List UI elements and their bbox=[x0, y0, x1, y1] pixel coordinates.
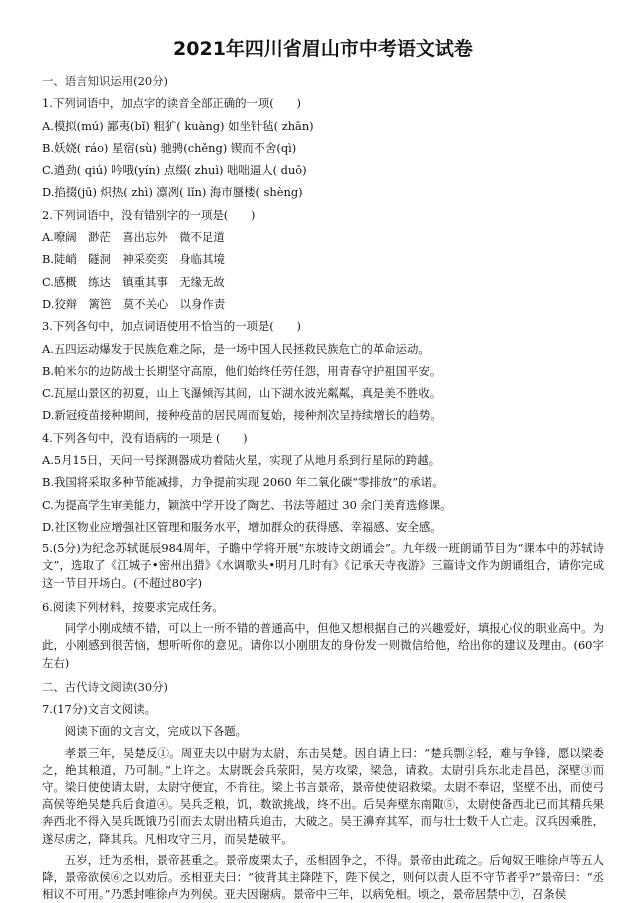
section-heading-1: 一、语言知识运用(20分) bbox=[42, 74, 168, 88]
question-2-stem: 2.下列词语中，没有错别字的一项是( ) bbox=[42, 207, 256, 222]
question-2-option-c: C.感概 练达 镇重其事 无缘无故 bbox=[42, 274, 225, 289]
question-4-stem: 4.下列各句中，没有语病的一项是 ( ) bbox=[42, 430, 248, 445]
question-3-option-c: C.瓦屋山景区的初夏，山上飞瀑倾泻其间，山下湖水波光粼粼，真是美不胜收。 bbox=[42, 386, 442, 401]
question-6-stem: 6.阅读下列材料，按要求完成任务。 bbox=[42, 599, 224, 614]
question-1-option-c: C.遒劲( qiú) 吟哦(yín) 点缀( zhuì) 咄咄逼人( duō) bbox=[42, 163, 307, 178]
question-4-option-a: A.5月15日，天问一号探测器成功着陆火星，实现了从地月系到行星际的跨越。 bbox=[42, 453, 441, 468]
question-3-option-a: A.五四运动爆发于民族危难之际，是一场中国人民拯救民族危亡的革命运动。 bbox=[42, 341, 430, 356]
question-2-option-a: A.嘹阔 渺茫 喜出忘外 微不足道 bbox=[42, 230, 225, 245]
passage-paragraph-2: 五岁，迁为丞相，景帝甚重之。景帝废栗太子，丞相固争之，不得。景帝由此疏之。后匈奴王唯徐卢等五人降，景帝欲侯⑥之以劝后。丞相亚夫曰：“彼背其主降陛下，陛下侯之，则何以责人臣不守节者乎?”景帝曰：“丞相议不可用。”乃悉封唯徐卢为列侯。亚夫因谢病。景帝中三年，以病免相。顷之，景帝居禁中⑦，召条侯 bbox=[42, 852, 604, 902]
question-7-intro: 阅读下面的文言文，完成以下各题。 bbox=[64, 724, 248, 739]
question-4-option-d: D.社区物业应增强社区管理和服务水平，增加群众的获得感、幸福感、安全感。 bbox=[42, 519, 442, 534]
passage-paragraph-1: 孝景三年，吴楚反①。周亚夫以中尉为太尉，东击吴楚。因自请上曰：“楚兵剽②轻，难与争锋，愿以梁委之，绝其粮道，乃可制。”上许之。太尉既会兵荥阳，吴方攻梁，梁急，请救。太尉引兵东北走昌邑，深壁③而守。梁日使使请太尉，太尉守便宜，不肯往。梁上书言景帝，景帝使使诏救梁。太尉不奉诏，坚壁不出，而使弓高侯等绝吴楚兵后食道④。吴兵乏粮，饥，数欲挑战，终不出。后吴奔壁东南陬⑤，太尉使备西北已而其精兵果奔西北不得入吴兵既饿乃引而去太尉出精兵追击，大破之。吴王濞弃其军，而与壮士数千人亡走。汉兵因乘胜，遂尽虏之，降其兵。凡相攻守三月，而吴楚破平。 bbox=[42, 745, 604, 846]
question-7-stem: 7.(17分)文言文阅读。 bbox=[42, 702, 156, 717]
question-1-option-a: A.模拟(mú) 鄙夷(bǐ) 粗犷( kuàng) 如坐针毡( zhān) bbox=[42, 118, 314, 133]
question-1-option-d: D.掐掇(jū) 炽热( zhì) 凛冽( lǐn) 海市蜃楼( shèng) bbox=[42, 185, 303, 200]
question-5: 5.(5分)为纪念苏轼诞辰984周年，子瞻中学将开展“东坡诗文朗诵会”。九年级一班朗诵节目为“课本中的苏轼诗文”，选取了《江城子•密州出猎》《水调歌头•明月几时有》《记承天寺夜游》三篇诗文作为朗诵组合，请你完成这一节目开场白。(不超过80字) bbox=[42, 541, 604, 590]
question-1-option-b: B.妖娆( ráo) 星宿(sù) 驰骋(chěng) 锲而不舍(qì) bbox=[42, 140, 297, 155]
question-3-option-d: D.新冠疫苗接种期间，接种疫苗的居民周而复始，接种剂次呈持续增长的趋势。 bbox=[42, 408, 442, 423]
question-4-option-c: C.为提高学生审美能力，颖滨中学开设了陶艺、书法等超过 30 余门美育选修课。 bbox=[42, 497, 452, 512]
question-3-stem: 3.下列各句中，加点词语使用不恰当的一项是( ) bbox=[42, 319, 301, 334]
question-6-body: 同学小刚成绩不错，可以上一所不错的普通高中，但他又想根据自己的兴趣爱好，填报心仪的职业高中。为此，小刚感到很苦恼，想听听你的意见。请你以小刚朋友的身份发一则微信给他，给出你的建议及理由。(60字左右) bbox=[42, 621, 604, 670]
question-2-option-d: D.狡辩 篱笆 莫不关心 以身作责 bbox=[42, 296, 226, 311]
page-title: 2021年四川省眉山市中考语文试卷 bbox=[173, 38, 473, 60]
question-3-option-b: B.帕米尔的边防战士长期坚守高原，他们始终任劳任怨，用青春守护祖国平安。 bbox=[42, 363, 442, 378]
section-heading-2: 二、古代诗文阅读(30分) bbox=[42, 679, 168, 694]
question-1-stem: 1.下列词语中，加点字的读音全部正确的一项( ) bbox=[42, 96, 301, 111]
question-4-option-b: B.我国将采取多种节能减排，力争提前实现 2060 年二氧化碳“零排放”的承诺。 bbox=[42, 475, 444, 490]
question-2-option-b: B.陡峭 隧洞 神采奕奕 身临其境 bbox=[42, 252, 225, 267]
